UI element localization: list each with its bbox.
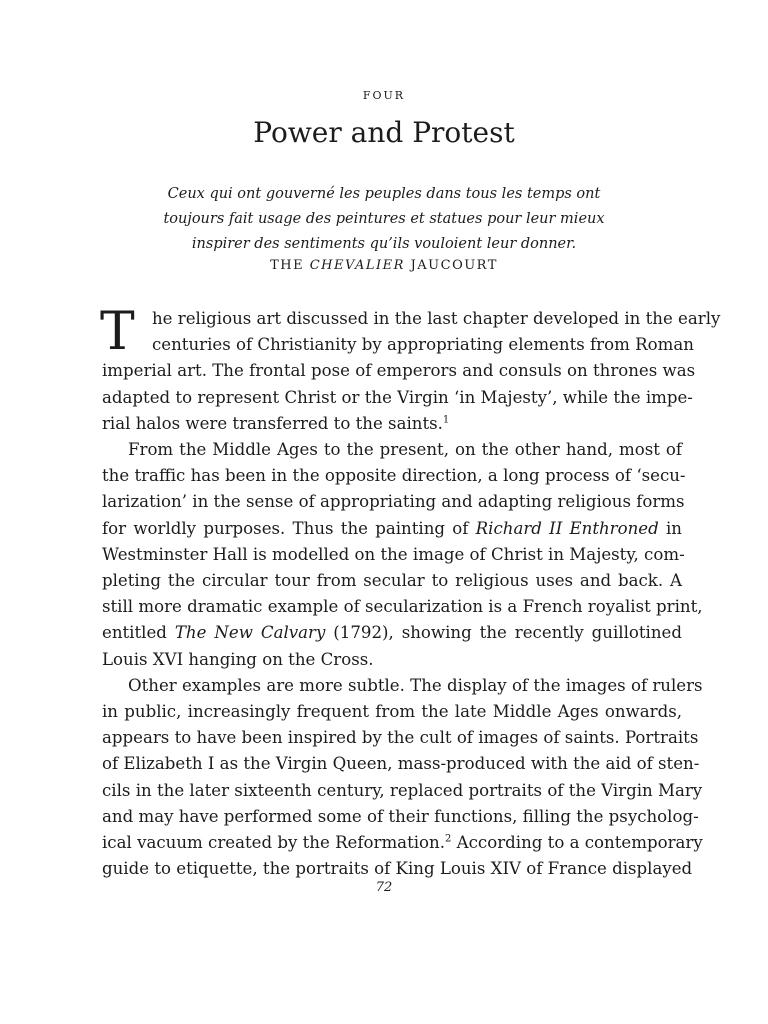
attribution-prefix: THE [270,258,310,273]
text-line: larization’ in the sense of appropriating and adapting religious forms [102,492,685,512]
drop-cap: T [100,302,135,362]
text-fragment: (1792), showing the recently guillotined [325,623,682,643]
text-line: Westminster Hall is modelled on the image of Christ in Majesty, com- [102,544,685,564]
epigraph-attribution [0,258,768,273]
chapter-title: Power and Protest [253,116,515,149]
footnote-ref[interactable]: 1 [442,414,450,426]
text-line: in public, increasingly frequent from the late Middle Ages onwards, [102,702,682,722]
attribution-suffix: JAUCOURT [404,258,498,273]
text-fragment: in [658,518,682,538]
text-line: centuries of Christianity by appropriating elements from Roman [152,335,694,355]
artwork-title: The New Calvary [174,623,326,643]
text-line: of Elizabeth I as the Virgin Queen, mass-produced with the aid of sten- [102,754,700,774]
text-line: imperial art. The frontal pose of emperors and consuls on thrones was [102,361,696,381]
text-line: appears to have been inspired by the cult of images of saints. Portraits [102,728,699,748]
text-fragment: for worldly purposes. Thus the painting of [102,518,476,538]
text-line [102,411,682,437]
epigraph-line: toujours fait usage des peintures et statues pour leur mieux [163,211,605,227]
text-line [102,516,682,542]
page-number: 72 [375,880,393,895]
footnote-ref[interactable]: 2 [445,833,452,845]
epigraph [150,182,618,257]
text-fragment: ical vacuum created by the Reformation. [102,833,445,853]
text-line: guide to etiquette, the portraits of King Louis XIV of France displayed [102,859,693,879]
artwork-title: Richard II Enthroned [475,518,659,538]
text-line: Louis XVI hanging on the Cross. [102,649,374,669]
text-fragment: rial halos were transferred to the saints. [102,413,443,433]
text-fragment: entitled [102,623,175,643]
text-line: pleting the circular tour from secular to religious uses and back. A [102,571,682,591]
text-line: and may have performed some of their functions, filling the psycholog- [102,806,699,826]
text-line: adapted to represent Christ or the Virgin ‘in Majesty’, while the impe- [102,387,693,407]
body-text [100,302,721,882]
text-line: still more dramatic example of secularization is a French royalist print, [102,597,703,617]
epigraph-line: Ceux qui ont gouverné les peuples dans tous les temps ont [167,186,601,202]
chapter-number: four [362,84,406,103]
text-line: he religious art discussed in the last chapter developed in the early [152,309,721,328]
attribution-name: CHEVALIER [309,258,405,273]
text-fragment: According to a contemporary [451,833,703,853]
text-line: cils in the later sixteenth century, replaced portraits of the Virgin Mary [102,780,703,800]
text-line [102,620,682,646]
text-line: From the Middle Ages to the present, on the other hand, most of [128,440,682,460]
text-line: Other examples are more subtle. The display of the images of rulers [128,675,703,695]
text-line [102,830,703,856]
epigraph-line: inspirer des sentiments qu’ils vouloient leur donner. [191,236,577,252]
text-line: the traffic has been in the opposite direction, a long process of ‘secu- [102,466,686,486]
